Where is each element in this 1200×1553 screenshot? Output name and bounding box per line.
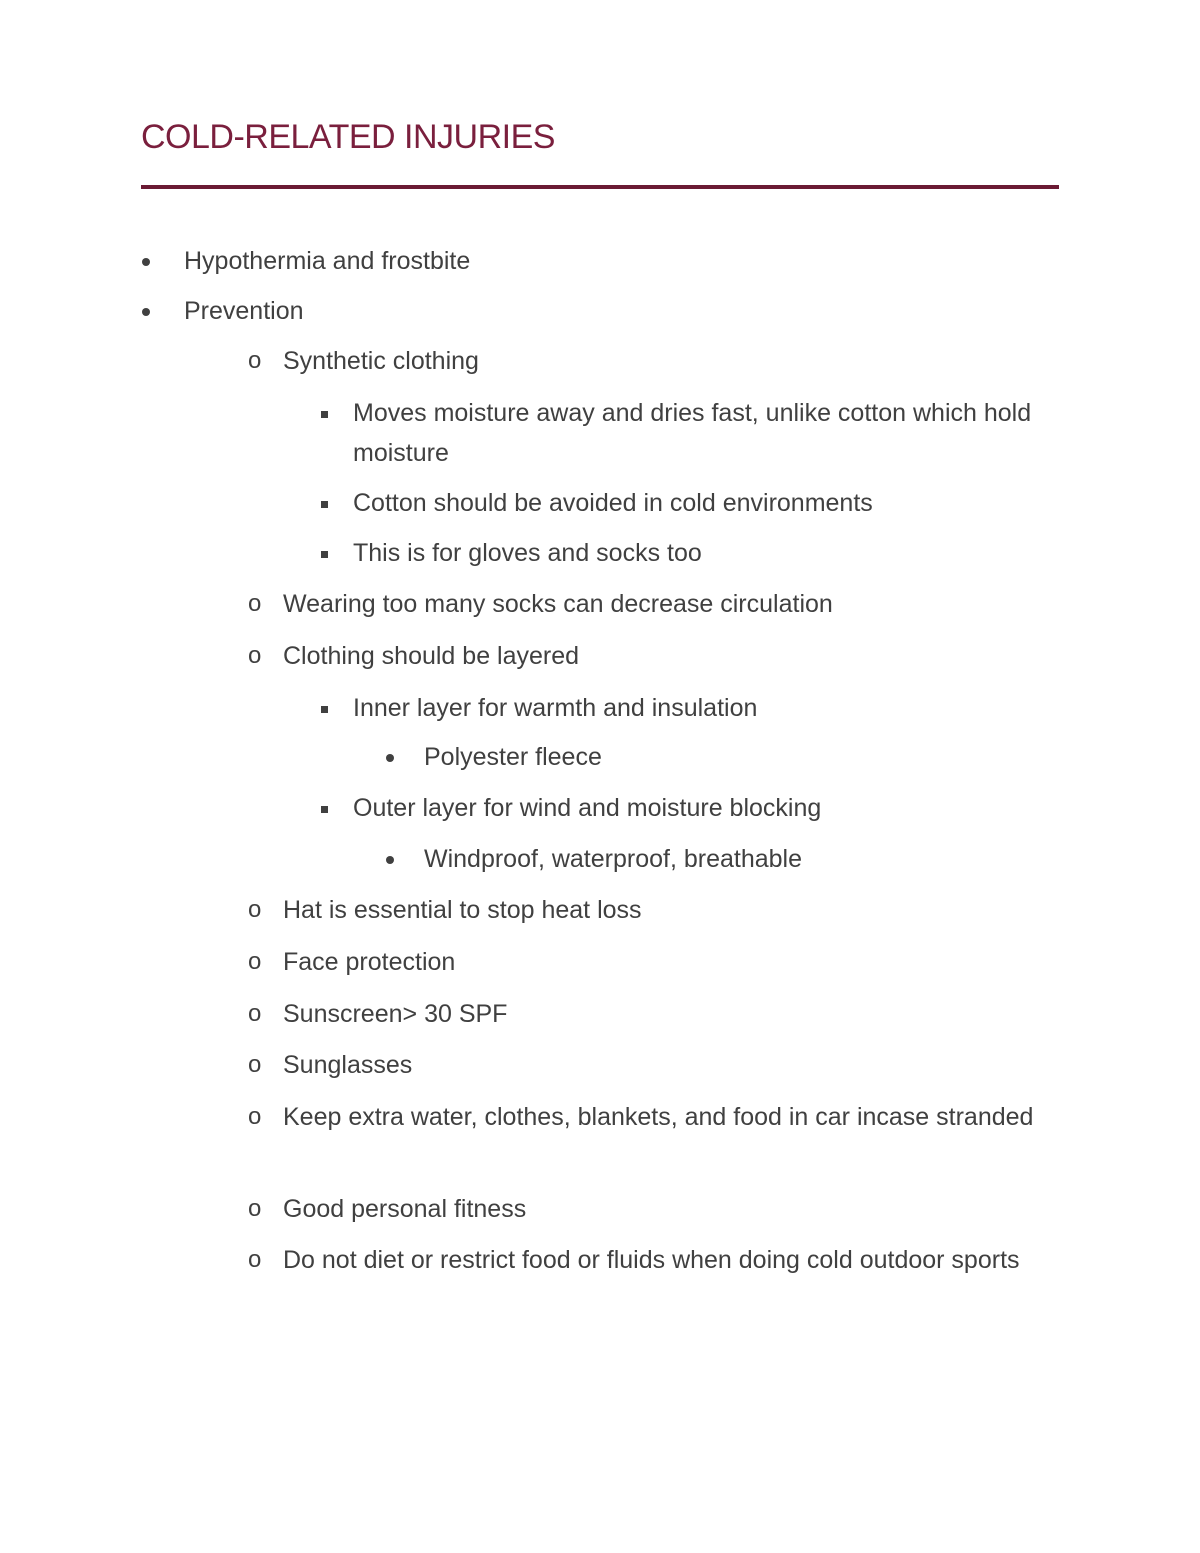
- list-item: [184, 241, 1044, 281]
- bullet-dot-icon: [142, 258, 150, 266]
- list-item-text: Face protection: [283, 948, 456, 976]
- bullet-square-icon: [321, 551, 328, 558]
- bullet-square-icon: [321, 806, 328, 813]
- list-item-text: Keep extra water, clothes, blankets, and food in car incase stranded: [283, 1103, 1034, 1131]
- list-item: [184, 291, 1044, 331]
- bullet-circle-marker: o: [248, 1051, 262, 1078]
- list-item-text: Sunscreen> 30 SPF: [283, 1000, 508, 1028]
- list-item-text: Synthetic clothing: [283, 347, 479, 375]
- bullet-dot-icon: [386, 754, 394, 762]
- list-item: [353, 533, 1053, 573]
- list-item-text: Sunglasses: [283, 1051, 413, 1079]
- list-item: [248, 341, 1043, 381]
- bullet-square-icon: [321, 411, 328, 418]
- list-item: [248, 1240, 1043, 1280]
- bullet-square-icon: [321, 501, 328, 508]
- bullet-circle-marker: o: [248, 1000, 262, 1027]
- list-item: [248, 636, 1043, 676]
- list-item: [353, 393, 1053, 473]
- list-item: [248, 942, 1043, 982]
- list-item-text: Windproof, waterproof, breathable: [424, 845, 802, 873]
- list-item-text: Clothing should be layered: [283, 642, 580, 670]
- bullet-circle-marker: o: [248, 948, 262, 975]
- bullet-dot-icon: [386, 856, 394, 864]
- list-item-text: Prevention: [184, 297, 304, 325]
- list-item: [353, 483, 1053, 523]
- list-item-text: This is for gloves and socks too: [353, 539, 702, 567]
- bullet-circle-marker: o: [248, 1195, 262, 1222]
- list-item-text: Polyester fleece: [424, 743, 602, 771]
- list-item: [248, 890, 1043, 930]
- list-item-text: Hat is essential to stop heat loss: [283, 896, 642, 924]
- bullet-square-icon: [321, 706, 328, 713]
- list-item-text: Do not diet or restrict food or fluids when doing cold outdoor sports: [283, 1246, 1020, 1274]
- list-item: [248, 1189, 1043, 1229]
- list-item: [248, 584, 1043, 624]
- list-item: [248, 1097, 1043, 1137]
- bullet-circle-marker: o: [248, 590, 262, 617]
- list-item-text: Cotton should be avoided in cold environments: [353, 489, 873, 517]
- bullet-circle-marker: o: [248, 347, 262, 374]
- list-item: [424, 839, 1044, 879]
- list-item-text: Hypothermia and frostbite: [184, 247, 471, 275]
- title-underline-divider: [141, 185, 1059, 189]
- list-item-text: Moves moisture away and dries fast, unlike cotton which hold moisture: [353, 399, 1032, 467]
- list-item: [248, 994, 1043, 1034]
- list-item-text: Outer layer for wind and moisture blocking: [353, 794, 822, 822]
- page-title: COLD-RELATED INJURIES: [141, 118, 555, 156]
- bullet-circle-marker: o: [248, 896, 262, 923]
- list-item-text: Inner layer for warmth and insulation: [353, 694, 758, 722]
- bullet-circle-marker: o: [248, 1246, 262, 1273]
- list-item-text: Good personal fitness: [283, 1195, 527, 1223]
- list-item: [353, 788, 1053, 828]
- list-item: [248, 1045, 1043, 1085]
- list-item: [353, 688, 1053, 728]
- bullet-circle-marker: o: [248, 1103, 262, 1130]
- list-item-text: Wearing too many socks can decrease circulation: [283, 590, 833, 618]
- list-item: [424, 737, 1044, 777]
- bullet-circle-marker: o: [248, 642, 262, 669]
- bullet-dot-icon: [142, 308, 150, 316]
